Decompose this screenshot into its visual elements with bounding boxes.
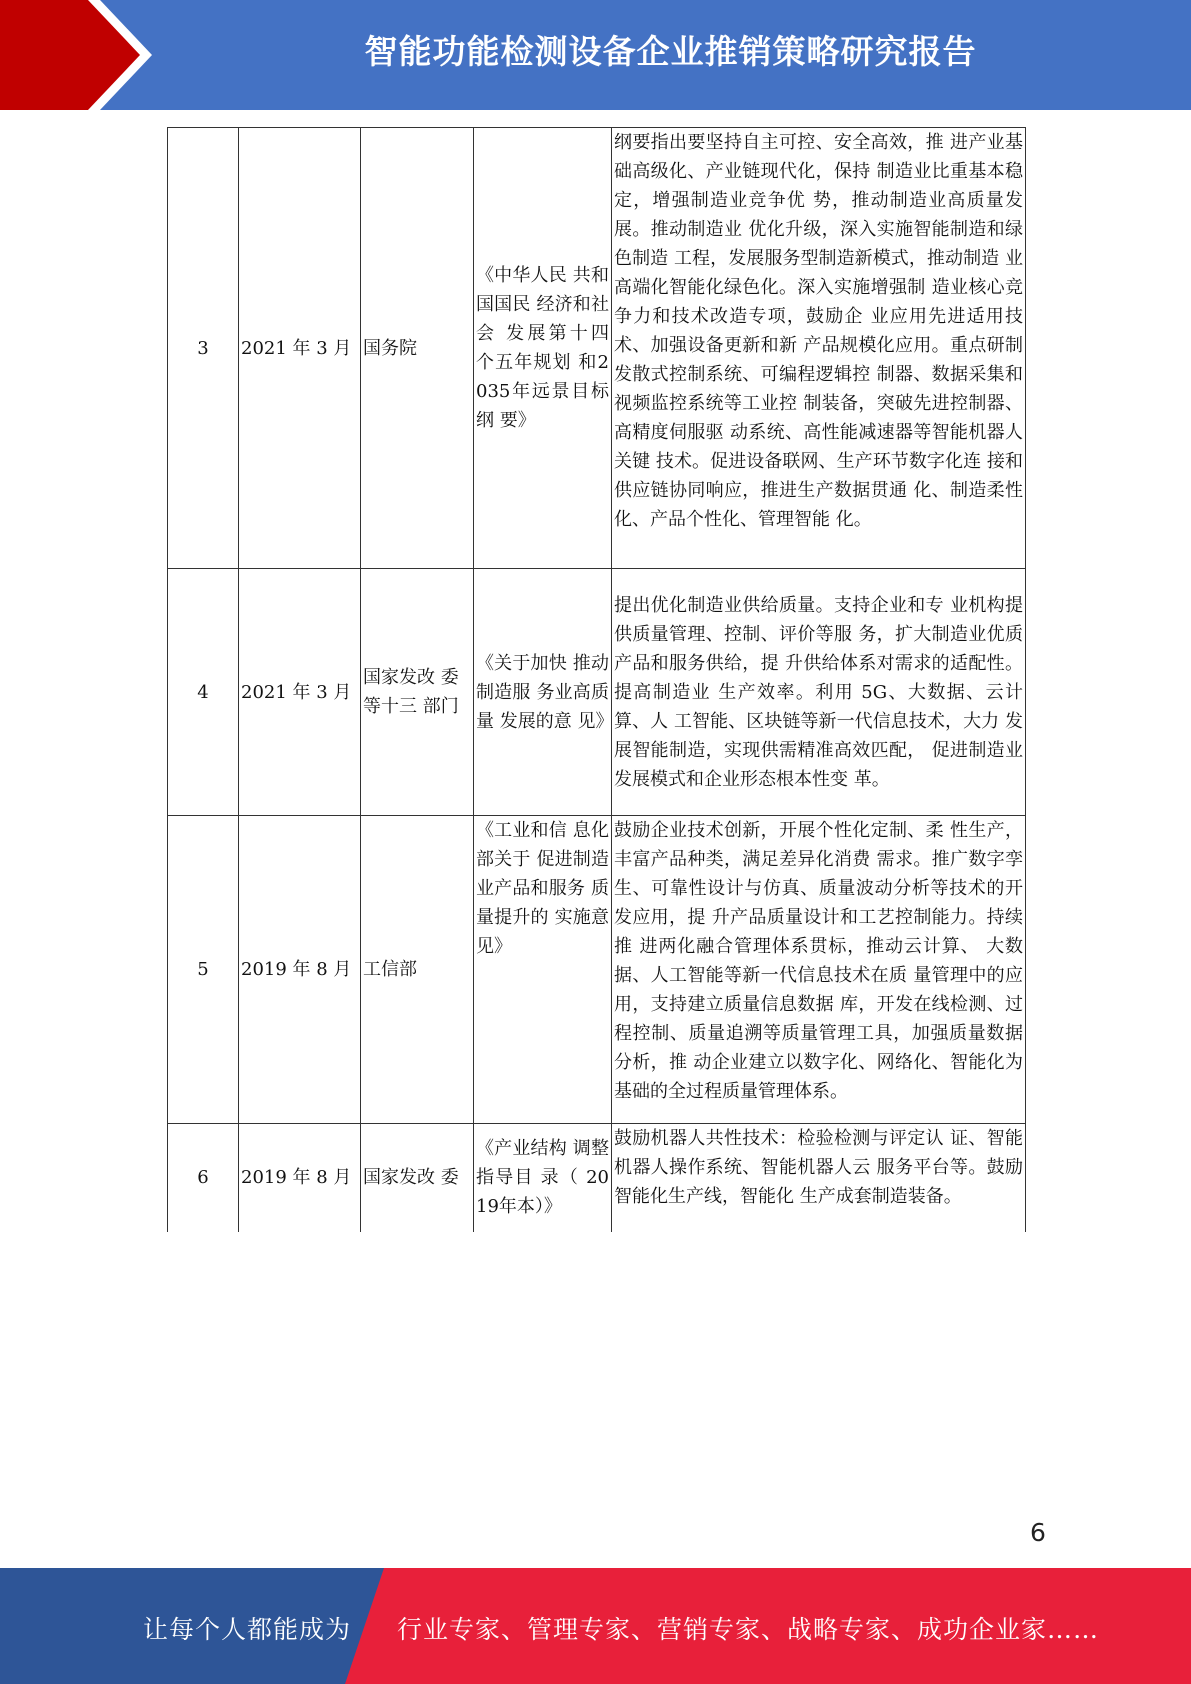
table-row [168, 816, 1026, 1124]
release-date: 2019 年 8 月 [239, 1124, 361, 1232]
page-number: 6 [1030, 1518, 1046, 1547]
policy-document: 《中华人民 共和国国民 经济和社会 发展第十四 个五年规划 和2035年远景目标纲 要》 [474, 128, 612, 569]
table-row [168, 569, 1026, 816]
policy-document: 《产业结构 调整指导目 录（ 2019年本）》 [474, 1124, 612, 1232]
report-title: 智能功能检测设备企业推销策略研究报告 [364, 32, 977, 71]
page-footer [0, 1568, 1191, 1684]
release-date: 2019 年 8 月 [239, 816, 361, 1124]
policy-document: 《关于加快 推动制造服 务业高质量 发展的意 见》 [474, 569, 612, 816]
policy-document: 《工业和信 息化部关于 促进制造业产品和服务 质量提升的 实施意见》 [474, 816, 612, 1124]
table-row [168, 1124, 1026, 1232]
page-header [0, 0, 1191, 110]
row-number: 4 [168, 569, 239, 816]
row-number: 3 [168, 128, 239, 569]
table-row [168, 128, 1026, 569]
policy-content: 鼓励企业技术创新，开展个性化定制、柔 性生产，丰富产品种类，满足差异化消费 需求。推广数字孪生、可靠性设计与仿真、质量波动分析等技术的开发应用，提 升产品质量设计和工艺控制能力。持续推 进两化融合管理体系贯标，推动云计算、 大数据、人工智能等新一代信息技术在质 量管理中的应用，支持建立质量信息数据 库，开发在线检测、过程控制、质量追溯等质量管理工具，加强质量数据分析，推 动企业建立以数字化、网络化、智能化为 基础的全过程质量管理体系。 [612, 816, 1026, 1124]
footer-slogan-right: 行业专家、管理专家、营销专家、战略专家、成功企业家…… [397, 1615, 1100, 1644]
issuing-department: 工信部 [361, 816, 474, 1124]
issuing-department: 国务院 [361, 128, 474, 569]
row-number: 6 [168, 1124, 239, 1232]
row-number: 5 [168, 816, 239, 1124]
policy-content: 鼓励机器人共性技术：检验检测与评定认 证、智能机器人操作系统、智能机器人云 服务平台等。鼓励智能化生产线，智能化 生产成套制造装备。 [612, 1124, 1026, 1232]
policy-content: 提出优化制造业供给质量。支持企业和专 业机构提供质量管理、控制、评价等服 务，扩大制造业优质产品和服务供给，提 升供给体系对需求的适配性。提高制造业 生产效率。利用 5G、大数据、云计算、人 工智能、区块链等新一代信息技术，大力 发展智能制造，实现供需精准高效匹配， 促进制造业发展模式和企业形态根本性变 革。 [612, 569, 1026, 816]
policy-content: 纲要指出要坚持自主可控、安全高效，推 进产业基础高级化、产业链现代化，保持 制造业比重基本稳定，增强制造业竞争优 势，推动制造业高质量发展。推动制造业 优化升级，深入实施智能制造和绿色制造 工程，发展服务型制造新模式，推动制造 业高端化智能化绿色化。深入实施增强制 造业核心竞争力和技术改造专项，鼓励企 业应用先进适用技术、加强设备更新和新 产品规模化应用。重点研制发散式控制系统、可编程逻辑控 制器、数据采集和视频监控系统等工业控 制装备，突破先进控制器、高精度伺服驱 动系统、高性能减速器等智能机器人关键 技术。促进设备联网、生产环节数字化连 接和供应链协同响应，推进生产数据贯通 化、制造柔性化、产品个性化、管理智能 化。 [612, 128, 1026, 569]
policy-table [167, 127, 1026, 1232]
issuing-department: 国家发改 委 [361, 1124, 474, 1232]
issuing-department: 国家发改 委等十三 部门 [361, 569, 474, 816]
footer-slogan-left: 让每个人都能成为 [143, 1615, 352, 1644]
release-date: 2021 年 3 月 [239, 128, 361, 569]
release-date: 2021 年 3 月 [239, 569, 361, 816]
